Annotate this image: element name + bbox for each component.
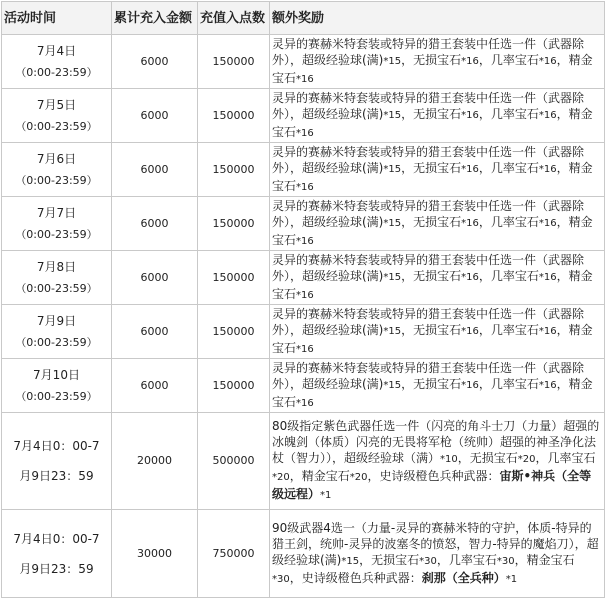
table-row xyxy=(2,359,605,413)
reward-text: ，几率宝石 xyxy=(478,52,539,67)
time-range: （0:00-23:59） xyxy=(15,227,98,241)
table-row xyxy=(2,413,605,510)
reward-cell xyxy=(270,197,605,251)
reward-text: ，几率宝石 xyxy=(535,451,596,465)
reward-mult: *15 xyxy=(383,379,402,391)
reward-mult: *16 xyxy=(538,217,557,229)
date-cell xyxy=(2,197,112,251)
reward-cell xyxy=(270,143,605,197)
reward-text: 灵异的赛赫米特套装或特异的猎王套装中任选一件（武器除外），超级经验球(满) xyxy=(272,198,585,229)
reward-mult: *15 xyxy=(383,217,402,229)
reward-text: ，精金宝石 xyxy=(272,322,593,355)
reward-mult: *15 xyxy=(383,163,402,175)
date-cell xyxy=(2,35,112,89)
reward-text: ，精金宝石 xyxy=(272,376,593,409)
reward-mult: *16 xyxy=(538,379,557,391)
reward-text: ，几率宝石 xyxy=(478,268,539,283)
reward-mult: *15 xyxy=(383,325,402,337)
points-cell: 500000 xyxy=(198,413,270,510)
reward-text: ，精金宝石 xyxy=(289,469,350,483)
reward-mult: *1 xyxy=(505,573,518,585)
table-row xyxy=(2,143,605,197)
reward-mult: *30 xyxy=(419,555,437,567)
reward-text: ，无损宝石 xyxy=(359,552,420,567)
reward-mult: *16 xyxy=(296,127,314,139)
reward-text: 灵异的赛赫米特套装或特异的猎王套装中任选一件（武器除外），超级经验球(满) xyxy=(272,90,585,121)
reward-text: ，无损宝石 xyxy=(401,322,462,337)
date-cell xyxy=(2,89,112,143)
reward-mult: *1 xyxy=(320,490,332,501)
reward-mult: *16 xyxy=(296,289,314,301)
reward-text: ，无损宝石 xyxy=(401,106,462,121)
reward-text: ，精金宝石 xyxy=(272,214,593,247)
reward-mult: *16 xyxy=(296,343,314,355)
reward-text: ，史诗级橙色兵种武器： xyxy=(367,469,500,483)
date-cell xyxy=(2,359,112,413)
amount-cell: 6000 xyxy=(112,251,198,305)
points-cell: 150000 xyxy=(198,143,270,197)
reward-mult: *15 xyxy=(383,109,402,121)
reward-mult: *16 xyxy=(538,163,557,175)
reward-mult: *16 xyxy=(538,325,557,337)
reward-mult: *20 xyxy=(349,472,368,483)
reward-text: ，精金宝石 xyxy=(272,106,593,139)
date-range xyxy=(4,438,109,484)
reward-cell xyxy=(270,359,605,413)
reward-cell xyxy=(270,35,605,89)
reward-mult: *16 xyxy=(461,271,479,283)
reward-cell xyxy=(270,305,605,359)
reward-text: ，无损宝石 xyxy=(401,376,462,391)
reward-text: ，无损宝石 xyxy=(457,451,518,465)
reward-text: 灵异的赛赫米特套装或特异的猎王套装中任选一件（武器除外），超级经验球(满) xyxy=(272,360,585,391)
reward-mult: *15 xyxy=(383,55,402,67)
amount-cell: 6000 xyxy=(112,359,198,413)
reward-text: ，无损宝石 xyxy=(401,268,462,283)
table-row xyxy=(2,251,605,305)
reward-text: ，几率宝石 xyxy=(478,160,539,175)
date-cell xyxy=(2,510,112,598)
date-label: 7月8日 xyxy=(36,259,77,274)
reward-text: 90级武器4选一（力量-灵异的赛赫米特的守护，体质-特异的猎王剑，统帅-灵异的波塞冬的愤怒，智力-特异的魔焰刀），超级经验球(满) xyxy=(272,520,599,567)
reward-mult: *15 xyxy=(341,555,360,567)
reward-cell xyxy=(270,89,605,143)
date-cell xyxy=(2,413,112,510)
reward-text: ，无损宝石 xyxy=(401,214,462,229)
reward-mult: *10 xyxy=(440,454,458,465)
points-cell: 150000 xyxy=(198,35,270,89)
points-cell: 150000 xyxy=(198,251,270,305)
reward-table xyxy=(1,1,605,598)
amount-cell: 6000 xyxy=(112,89,198,143)
reward-mult: *16 xyxy=(461,325,479,337)
reward-text: ，几率宝石 xyxy=(478,106,539,121)
reward-text: ，精金宝石 xyxy=(514,552,575,567)
reward-cell xyxy=(270,510,605,598)
reward-mult: *16 xyxy=(461,55,479,67)
date-label: 7月6日 xyxy=(36,151,77,166)
reward-text: 灵异的赛赫米特套装或特异的猎王套装中任选一件（武器除外），超级经验球(满) xyxy=(272,144,585,175)
reward-text: 灵异的赛赫米特套装或特异的猎王套装中任选一件（武器除外），超级经验球(满) xyxy=(272,252,585,283)
date-label: 7月4日 xyxy=(36,43,77,58)
reward-mult: *16 xyxy=(296,397,314,409)
time-range: （0:00-23:59） xyxy=(15,119,98,133)
table-row xyxy=(2,89,605,143)
table-row xyxy=(2,510,605,598)
reward-mult: *20 xyxy=(272,472,290,483)
header-points: 充值入点数 xyxy=(198,2,270,35)
date-label: 7月7日 xyxy=(36,205,77,220)
amount-cell: 30000 xyxy=(112,510,198,598)
reward-mult: *16 xyxy=(296,181,314,193)
amount-cell: 6000 xyxy=(112,305,198,359)
reward-mult: *16 xyxy=(461,163,479,175)
reward-text: ，精金宝石 xyxy=(272,52,593,85)
reward-mult: *15 xyxy=(383,271,402,283)
date-cell xyxy=(2,251,112,305)
reward-mult: *16 xyxy=(461,217,479,229)
reward-text: ，无损宝石 xyxy=(401,160,462,175)
reward-text: 80级指定紫色武器任选一件（闪亮的角斗士刀（力量）超强的冰魄剑（体质）闪亮的无畏将军枪（统帅）超强的神圣净化法杖（智力）），超级经验球（满） xyxy=(272,419,600,465)
table-header-row xyxy=(2,2,605,35)
reward-mult: *30 xyxy=(496,555,515,567)
reward-mult: *30 xyxy=(272,573,290,585)
points-cell: 150000 xyxy=(198,89,270,143)
date-range xyxy=(4,531,109,577)
table-row xyxy=(2,197,605,251)
epic-weapon-name: 刹那（全兵种） xyxy=(421,570,506,585)
reward-text: ，史诗级橙色兵种武器： xyxy=(289,570,422,585)
points-cell: 150000 xyxy=(198,197,270,251)
reward-mult: *20 xyxy=(517,454,536,465)
reward-mult: *16 xyxy=(538,109,557,121)
reward-text: ，精金宝石 xyxy=(272,268,593,301)
time-range: （0:00-23:59） xyxy=(15,389,98,403)
amount-cell: 6000 xyxy=(112,197,198,251)
reward-cell xyxy=(270,251,605,305)
reward-mult: *16 xyxy=(538,271,557,283)
reward-mult: *16 xyxy=(296,235,314,247)
reward-mult: *16 xyxy=(296,73,314,85)
reward-mult: *16 xyxy=(461,379,479,391)
table-row xyxy=(2,305,605,359)
date-cell xyxy=(2,143,112,197)
reward-text: ，几率宝石 xyxy=(478,214,539,229)
amount-cell: 6000 xyxy=(112,35,198,89)
range-end: 月9日23：59 xyxy=(19,469,94,483)
epic-weapon-name: 宙斯•神兵（全等级远程） xyxy=(272,469,592,501)
header-reward: 额外奖励 xyxy=(270,2,605,35)
points-cell: 150000 xyxy=(198,359,270,413)
reward-mult: *16 xyxy=(461,109,479,121)
range-end: 月9日23：59 xyxy=(19,561,94,576)
reward-text: 灵异的赛赫米特套装或特异的猎王套装中任选一件（武器除外），超级经验球(满) xyxy=(272,36,585,67)
range-start: 7月4日0：00-7 xyxy=(13,531,100,546)
date-label: 7月5日 xyxy=(36,97,77,112)
time-range: （0:00-23:59） xyxy=(15,335,98,349)
amount-cell: 20000 xyxy=(112,413,198,510)
table-row xyxy=(2,35,605,89)
reward-text: ，精金宝石 xyxy=(272,160,593,193)
reward-text: 灵异的赛赫米特套装或特异的猎王套装中任选一件（武器除外），超级经验球(满) xyxy=(272,306,585,337)
reward-cell xyxy=(270,413,605,510)
time-range: （0:00-23:59） xyxy=(15,65,98,79)
date-label: 7月9日 xyxy=(36,313,77,328)
points-cell: 750000 xyxy=(198,510,270,598)
header-total-amount: 累计充入金额 xyxy=(112,2,198,35)
reward-mult: *16 xyxy=(538,55,557,67)
reward-text: ，几率宝石 xyxy=(436,552,497,567)
points-cell: 150000 xyxy=(198,305,270,359)
date-cell xyxy=(2,305,112,359)
time-range: （0:00-23:59） xyxy=(15,281,98,295)
reward-text: ，几率宝石 xyxy=(478,376,539,391)
amount-cell: 6000 xyxy=(112,143,198,197)
date-label: 7月10日 xyxy=(33,367,80,382)
time-range: （0:00-23:59） xyxy=(15,173,98,187)
header-time: 活动时间 xyxy=(2,2,112,35)
reward-text: ，几率宝石 xyxy=(478,322,539,337)
reward-text: ，无损宝石 xyxy=(401,52,462,67)
range-start: 7月4日0：00-7 xyxy=(13,439,100,453)
